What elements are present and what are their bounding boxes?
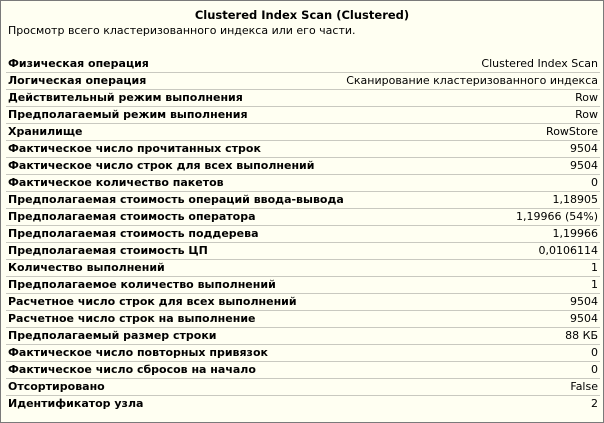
property-value: Clustered Index Scan: [481, 57, 598, 70]
property-label: Фактическое число сбросов на начало: [8, 363, 256, 376]
property-label: Логическая операция: [8, 74, 147, 87]
property-row-ordered: [6, 379, 600, 396]
property-row-actual-execution-mode: [6, 90, 600, 107]
property-label: Физическая операция: [8, 57, 149, 70]
tooltip-description: Просмотр всего кластеризованного индекса или его части.: [8, 24, 356, 37]
property-label: Расчетное число строк для всех выполнений: [8, 295, 297, 308]
property-row-physical-operation: [6, 56, 600, 73]
property-label: Количество выполнений: [8, 261, 165, 274]
property-label: Фактическое количество пакетов: [8, 176, 224, 189]
property-row-actual-batches: [6, 175, 600, 192]
property-value: 1: [591, 278, 598, 291]
property-row-estimated-row-size: [6, 328, 600, 345]
property-value: Сканирование кластеризованного индекса: [346, 74, 598, 87]
property-label: Предполагаемая стоимость ЦП: [8, 244, 208, 257]
property-label: Фактическое число повторных привязок: [8, 346, 268, 359]
property-value: 0: [591, 176, 598, 189]
property-label: Расчетное число строк на выполнение: [8, 312, 256, 325]
property-row-number-of-executions: [6, 260, 600, 277]
property-value: 9504: [570, 142, 598, 155]
property-row-estimated-subtree-cost: [6, 226, 600, 243]
property-row-estimated-execution-mode: [6, 107, 600, 124]
property-row-actual-rows-read: [6, 141, 600, 158]
property-value: RowStore: [546, 125, 598, 138]
property-value: 1,19966 (54%): [515, 210, 598, 223]
property-label: Предполагаемая стоимость операций ввода-вывода: [8, 193, 344, 206]
property-value: Row: [575, 108, 598, 121]
property-value: 0: [591, 363, 598, 376]
property-label: Идентификатор узла: [8, 397, 144, 410]
property-value: 9504: [570, 312, 598, 325]
property-label: Предполагаемый режим выполнения: [8, 108, 248, 121]
property-label: Действительный режим выполнения: [8, 91, 243, 104]
property-row-estimated-rows-all-executions: [6, 294, 600, 311]
property-value: 1: [591, 261, 598, 274]
property-label: Предполагаемая стоимость поддерева: [8, 227, 259, 240]
property-row-node-id: [6, 396, 600, 413]
property-label: Фактическое число строк для всех выполнений: [8, 159, 315, 172]
property-row-estimated-rows-per-execution: [6, 311, 600, 328]
property-label: Предполагаемый размер строки: [8, 329, 217, 342]
property-row-estimated-number-of-executions: [6, 277, 600, 294]
property-value: 2: [591, 397, 598, 410]
property-value: 88 КБ: [565, 329, 598, 342]
property-label: Хранилище: [8, 125, 83, 138]
property-label: Отсортировано: [8, 380, 105, 393]
property-value: 9504: [570, 295, 598, 308]
tooltip-title: Clustered Index Scan (Clustered): [194, 8, 410, 22]
property-value: 0: [591, 346, 598, 359]
property-label: Предполагаемое количество выполнений: [8, 278, 276, 291]
properties-list: [6, 56, 600, 413]
property-value: 0,0106114: [538, 244, 598, 257]
property-row-estimated-cpu-cost: [6, 243, 600, 260]
property-row-estimated-operator-cost: [6, 209, 600, 226]
property-value: 1,18905: [552, 193, 598, 206]
property-label: Предполагаемая стоимость оператора: [8, 210, 256, 223]
property-label: Фактическое число прочитанных строк: [8, 142, 261, 155]
property-row-storage: [6, 124, 600, 141]
property-row-estimated-io-cost: [6, 192, 600, 209]
property-row-actual-rows-all-executions: [6, 158, 600, 175]
property-value: 1,19966: [552, 227, 598, 240]
property-row-actual-rewinds: [6, 362, 600, 379]
property-value: Row: [575, 91, 598, 104]
property-row-logical-operation: [6, 73, 600, 90]
property-value: 9504: [570, 159, 598, 172]
property-value: False: [570, 380, 598, 393]
property-row-actual-rebinds: [6, 345, 600, 362]
